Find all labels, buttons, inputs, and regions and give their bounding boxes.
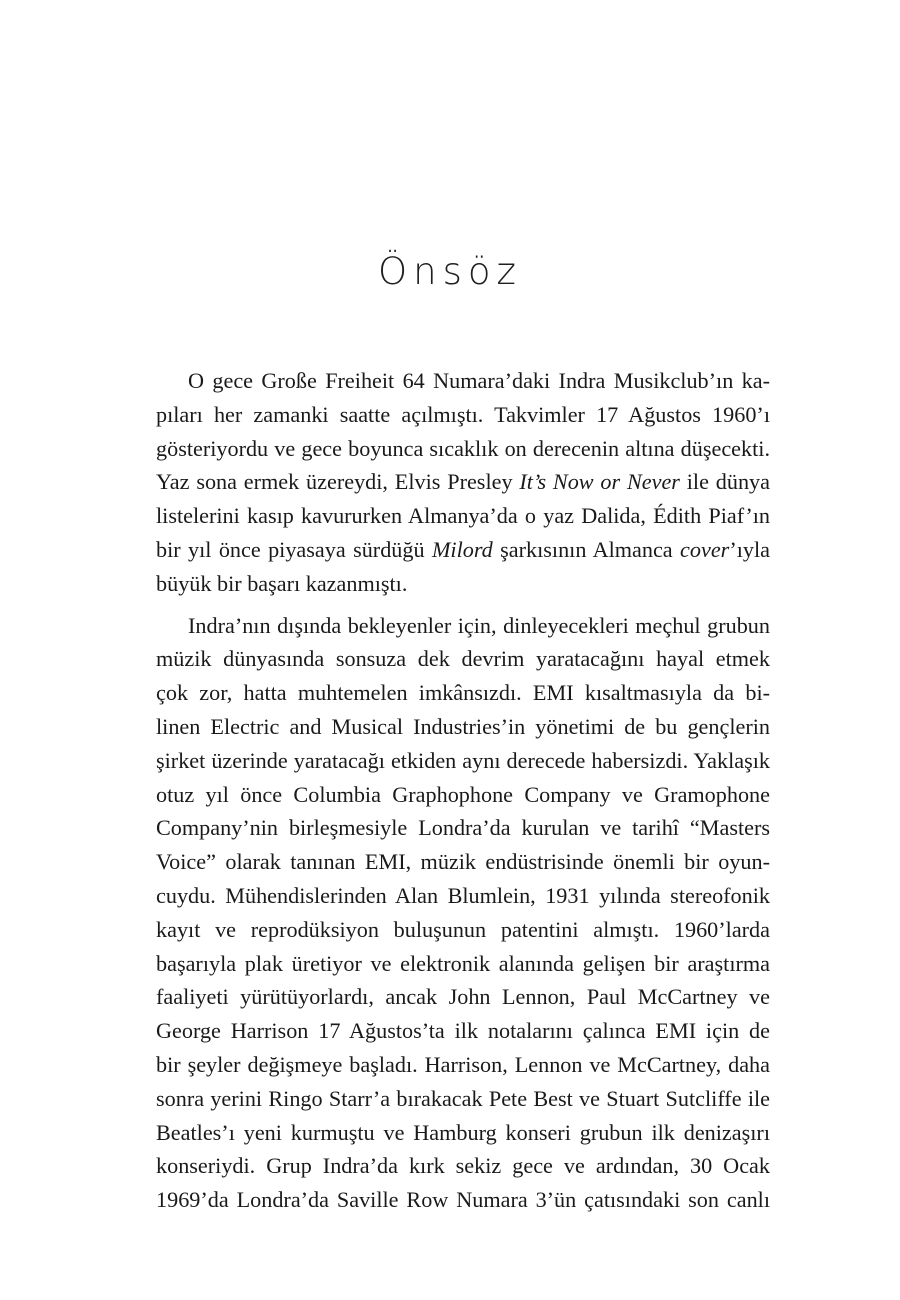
text-line: Company’nin birleşmesiyle Londra’da kurulan ve tarihî “Masters xyxy=(156,815,770,841)
text-line: bir şeyler değişmeye başladı. Harrison, Lennon ve McCartney, daha xyxy=(156,1051,770,1077)
text-line: müzik dünyasında sonsuza dek devrim yaratacağını hayal etmek xyxy=(156,646,770,672)
text-line: linen Electric and Musical Industries’in yönetimi de bu gençlerin xyxy=(156,713,770,739)
text-line: büyük bir başarı kazanmıştı. xyxy=(156,570,408,596)
song-title: Milord xyxy=(431,536,493,562)
text-line: listelerini kasıp kavururken Almanya’da o yaz Dalida, Édith Piaf’ın xyxy=(156,503,770,529)
text-line: çok zor, hatta muhtemelen imkânsızdı. EMI kısaltmasıyla da bi- xyxy=(156,680,770,706)
text-line: pıları her zamanki saatte açılmıştı. Takvimler 17 Ağustos 1960’ı xyxy=(156,401,770,427)
text-line: sonra yerini Ringo Starr’a bırakacak Pete Best ve Stuart Sutcliffe ile xyxy=(156,1085,770,1111)
text-line: Voice” olarak tanınan EMI, müzik endüstrisinde önemli bir oyun- xyxy=(156,849,770,875)
song-title: It’s Now or Never xyxy=(519,469,680,495)
text-line: Yaz sona ermek üzereydi, Elvis Presley It’s Now or Never ile dünya xyxy=(156,469,770,495)
chapter-title: Önsöz xyxy=(378,250,522,293)
text-line: otuz yıl önce Columbia Graphophone Company ve Gramophone xyxy=(156,781,770,807)
text-line: konseriydi. Grup Indra’da kırk sekiz gece ve ardından, 30 Ocak xyxy=(156,1153,770,1179)
text-line: gösteriyordu ve gece boyunca sıcaklık on derecenin altına düşecekti. xyxy=(156,435,770,461)
paragraph-gap xyxy=(156,601,770,609)
text-line: O gece Große Freiheit 64 Numara’daki Indra Musikclub’ın ka- xyxy=(188,368,770,393)
text-line: George Harrison 17 Ağustos’ta ilk notalarını çalınca EMI için de xyxy=(156,1018,770,1044)
body-text xyxy=(156,364,770,1217)
text-line: başarıyla plak üretiyor ve elektronik alanında gelişen bir araştırma xyxy=(156,950,770,976)
text-line: Indra’nın dışında bekleyenler için, dinleyecekleri meçhul grubun xyxy=(188,612,770,638)
text-line: şirket üzerinde yaratacağı etkiden aynı derecede habersizdi. Yaklaşık xyxy=(156,747,770,773)
text-line: cuydu. Mühendislerinden Alan Blumlein, 1931 yılında stereofonik xyxy=(156,882,770,908)
italic-term: cover xyxy=(680,536,730,562)
text-line: 1969’da Londra’da Saville Row Numara 3’ün çatısındaki son canlı xyxy=(156,1187,770,1213)
text-line: faaliyeti yürütüyorlardı, ancak John Lennon, Paul McCartney ve xyxy=(156,984,770,1010)
text-line: kayıt ve reprodüksiyon buluşunun patentini almıştı. 1960’larda xyxy=(156,916,770,942)
text-line: bir yıl önce piyasaya sürdüğü Milord şarkısının Almanca cover’ıyla xyxy=(156,536,770,562)
text-line: Beatles’ı yeni kurmuştu ve Hamburg konseri grubun ilk denizaşırı xyxy=(156,1119,770,1145)
